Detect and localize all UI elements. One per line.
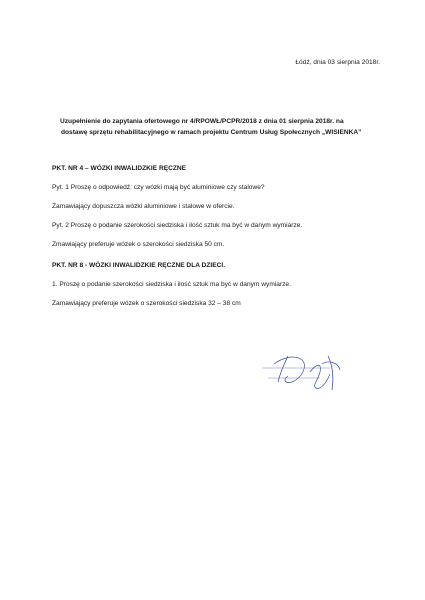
- document-intro: [60, 116, 380, 138]
- handwritten-signature: [258, 344, 348, 396]
- section-4-question-1: Pyt. 1 Proszę o odpowiedź: czy wózki mają być aluminiowe czy stalowe?: [52, 184, 265, 191]
- section-8-heading: PKT. NR 8 - WÓZKI INWALIDZKIE RĘCZNE DLA DZIECI.: [52, 262, 226, 269]
- section-4-answer-1: Zamawiający dopuszcza wózki aluminiowe i stalowe w ofercie.: [52, 203, 235, 210]
- section-8-answer-1: Zamawiający preferuje wózek o szerokości siedziska 32 – 38 cm: [52, 300, 241, 307]
- intro-line-1: Uzupełnienie do zapytania ofertowego nr 4/RPOWŁ/PCPR/2018 z dnia 01 sierpnia 2018r. na: [60, 118, 344, 125]
- intro-line-2: dostawę sprzętu rehabilitacyjnego w ramach projektu Centrum Usług Społecznych „WISIENKA”: [61, 129, 362, 136]
- section-4-answer-2: Zmawiający preferuje wózek o szerokości siedziska 50 cm.: [52, 241, 225, 248]
- section-4-heading: PKT. NR 4 – WÓZKI INWALIDZKIE RĘCZNE: [52, 165, 187, 172]
- document-date: Łódź, dnia 03 sierpnia 2018r.: [295, 59, 380, 66]
- section-8-question-1: 1. Proszę o podanie szerokości siedziska i ilość sztuk ma być w danym wymiarze.: [52, 281, 291, 288]
- section-4-question-2: Pyt. 2 Proszę o podanie szerokości siedziska i ilość sztuk ma być w danym wymiarze.: [52, 222, 303, 229]
